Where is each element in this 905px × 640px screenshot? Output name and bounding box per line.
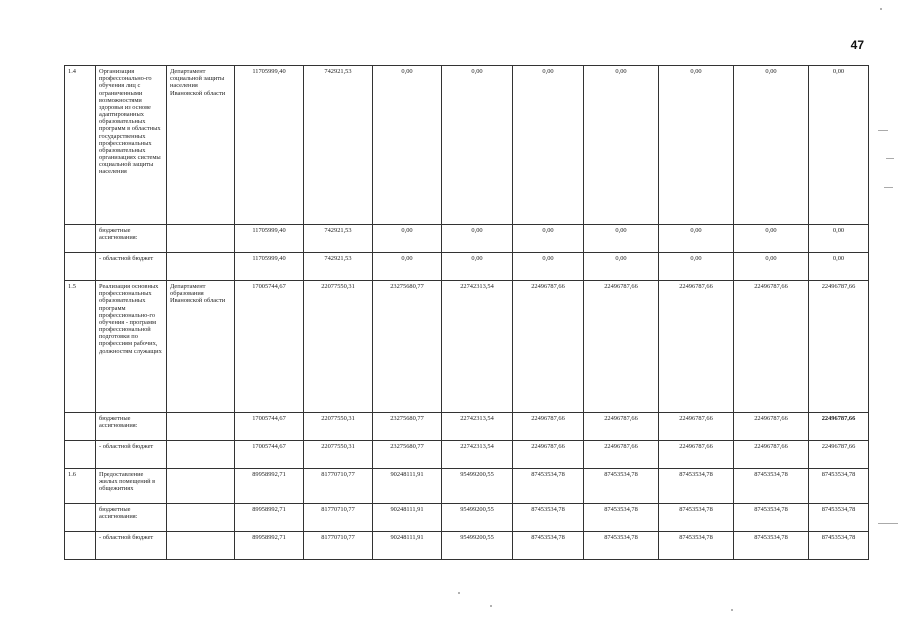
cell-executor: Департамент социальной защиты населения Ивановской области xyxy=(167,66,235,225)
cell-value: 22077550,31 xyxy=(304,441,373,469)
cell-value: 22496787,66 xyxy=(734,441,809,469)
cell-value: 0,00 xyxy=(809,225,869,253)
page-number: 47 xyxy=(850,38,864,52)
cell-value: 0,00 xyxy=(584,253,659,281)
cell-number xyxy=(65,504,96,532)
cell-value: 0,00 xyxy=(734,225,809,253)
table-row-sub xyxy=(65,441,869,469)
cell-number: 1.6 xyxy=(65,469,96,504)
cell-value: 0,00 xyxy=(442,66,513,225)
cell-value: 87453534,78 xyxy=(659,469,734,504)
scan-mark xyxy=(878,130,888,131)
table-row-sub xyxy=(65,532,869,560)
cell-value: 22496787,66 xyxy=(513,281,584,413)
cell-number xyxy=(65,253,96,281)
cell-value: 0,00 xyxy=(809,253,869,281)
table-row-item xyxy=(65,66,869,225)
cell-executor xyxy=(167,469,235,504)
cell-value: 22496787,66 xyxy=(513,441,584,469)
scan-speck xyxy=(880,8,882,10)
cell-executor xyxy=(167,532,235,560)
cell-value: 87453534,78 xyxy=(584,504,659,532)
cell-name: - областной бюджет xyxy=(96,532,167,560)
cell-value: 0,00 xyxy=(442,225,513,253)
cell-value: 23275680,77 xyxy=(373,281,442,413)
cell-value: 87453534,78 xyxy=(809,469,869,504)
cell-value: 22496787,66 xyxy=(809,413,869,441)
cell-name: Реализация основных профессиональных образовательных программ профессионально-го обучения - программ профессиональной подготовки по профессиям рабочих, должностям служащих xyxy=(96,281,167,413)
cell-value: 0,00 xyxy=(734,66,809,225)
cell-value: 17005744,67 xyxy=(235,281,304,413)
cell-value: 22496787,66 xyxy=(659,281,734,413)
cell-value: 87453534,78 xyxy=(513,504,584,532)
cell-value: 22077550,31 xyxy=(304,413,373,441)
table-row-sub xyxy=(65,225,869,253)
cell-value: 742921,53 xyxy=(304,66,373,225)
cell-value: 0,00 xyxy=(659,66,734,225)
cell-value: 0,00 xyxy=(809,66,869,225)
cell-value: 22742313,54 xyxy=(442,413,513,441)
cell-value: 22496787,66 xyxy=(584,413,659,441)
cell-value: 0,00 xyxy=(734,253,809,281)
scan-mark xyxy=(886,158,894,159)
cell-value: 90248111,91 xyxy=(373,469,442,504)
cell-value: 0,00 xyxy=(513,66,584,225)
cell-executor xyxy=(167,441,235,469)
cell-number xyxy=(65,441,96,469)
table-body xyxy=(65,66,869,560)
cell-name: Организация профессонально-го обучения лиц с ограниченными возможностями здоровья из основе адаптированных образовательных программ в областных государственных профессиональных образовательных организациях системы социальной защиты населения xyxy=(96,66,167,225)
cell-value: 22742313,54 xyxy=(442,441,513,469)
table-row-item xyxy=(65,469,869,504)
scan-speck xyxy=(731,609,733,611)
cell-value: 17005744,67 xyxy=(235,413,304,441)
cell-value: 0,00 xyxy=(373,253,442,281)
cell-value: 87453534,78 xyxy=(659,504,734,532)
cell-name: бюджетные ассигнования: xyxy=(96,413,167,441)
cell-number xyxy=(65,532,96,560)
cell-number: 1.4 xyxy=(65,66,96,225)
cell-value: 22496787,66 xyxy=(659,441,734,469)
cell-value: 0,00 xyxy=(513,225,584,253)
cell-executor xyxy=(167,225,235,253)
cell-value: 22496787,66 xyxy=(734,281,809,413)
cell-value: 742921,53 xyxy=(304,253,373,281)
cell-value: 22742313,54 xyxy=(442,281,513,413)
cell-value: 87453534,78 xyxy=(734,469,809,504)
cell-value: 11705999,40 xyxy=(235,66,304,225)
cell-value: 22496787,66 xyxy=(809,441,869,469)
cell-value: 90248111,91 xyxy=(373,504,442,532)
cell-executor: Департамент образования Ивановской области xyxy=(167,281,235,413)
cell-value: 22496787,66 xyxy=(734,413,809,441)
cell-value: 23275680,77 xyxy=(373,413,442,441)
cell-name: бюджетные ассигнования: xyxy=(96,225,167,253)
cell-value: 22496787,66 xyxy=(584,441,659,469)
cell-value: 87453534,78 xyxy=(659,532,734,560)
cell-value: 22496787,66 xyxy=(659,413,734,441)
table-row-item xyxy=(65,281,869,413)
cell-value: 90248111,91 xyxy=(373,532,442,560)
cell-value: 87453534,78 xyxy=(734,532,809,560)
cell-value: 89958992,71 xyxy=(235,469,304,504)
cell-name: Предоставление жилых помещений в общежитиях xyxy=(96,469,167,504)
cell-value: 0,00 xyxy=(659,253,734,281)
cell-value: 22496787,66 xyxy=(513,413,584,441)
table-row-sub xyxy=(65,253,869,281)
cell-name: - областной бюджет xyxy=(96,441,167,469)
cell-number: 1.5 xyxy=(65,281,96,413)
cell-value: 23275680,77 xyxy=(373,441,442,469)
cell-value: 87453534,78 xyxy=(513,532,584,560)
scan-speck xyxy=(490,605,492,607)
cell-name: бюджетные ассигнования: xyxy=(96,504,167,532)
cell-executor xyxy=(167,253,235,281)
cell-value: 22077550,31 xyxy=(304,281,373,413)
cell-value: 0,00 xyxy=(442,253,513,281)
cell-value: 11705999,40 xyxy=(235,253,304,281)
cell-value: 87453534,78 xyxy=(809,532,869,560)
cell-number xyxy=(65,225,96,253)
cell-value: 81770710,77 xyxy=(304,532,373,560)
scan-speck xyxy=(458,592,460,594)
cell-value: 0,00 xyxy=(584,66,659,225)
cell-value: 87453534,78 xyxy=(734,504,809,532)
table-row-sub xyxy=(65,504,869,532)
cell-value: 87453534,78 xyxy=(584,532,659,560)
scan-mark xyxy=(884,187,893,188)
cell-value: 742921,53 xyxy=(304,225,373,253)
cell-value: 0,00 xyxy=(513,253,584,281)
cell-name: - областной бюджет xyxy=(96,253,167,281)
cell-value: 89958992,71 xyxy=(235,504,304,532)
cell-value: 87453534,78 xyxy=(513,469,584,504)
cell-value: 22496787,66 xyxy=(584,281,659,413)
cell-value: 0,00 xyxy=(659,225,734,253)
cell-value: 17005744,67 xyxy=(235,441,304,469)
cell-value: 87453534,78 xyxy=(584,469,659,504)
cell-value: 0,00 xyxy=(584,225,659,253)
table-row-sub xyxy=(65,413,869,441)
cell-value: 95499200,55 xyxy=(442,469,513,504)
cell-value: 0,00 xyxy=(373,225,442,253)
cell-value: 95499200,55 xyxy=(442,532,513,560)
cell-value: 87453534,78 xyxy=(809,504,869,532)
cell-value: 81770710,77 xyxy=(304,469,373,504)
cell-executor xyxy=(167,504,235,532)
budget-table xyxy=(64,65,869,560)
cell-executor xyxy=(167,413,235,441)
cell-number xyxy=(65,413,96,441)
cell-value: 11705999,40 xyxy=(235,225,304,253)
cell-value: 0,00 xyxy=(373,66,442,225)
cell-value: 89958992,71 xyxy=(235,532,304,560)
cell-value: 81770710,77 xyxy=(304,504,373,532)
cell-value: 22496787,66 xyxy=(809,281,869,413)
scan-mark xyxy=(878,523,898,524)
cell-value: 95499200,55 xyxy=(442,504,513,532)
